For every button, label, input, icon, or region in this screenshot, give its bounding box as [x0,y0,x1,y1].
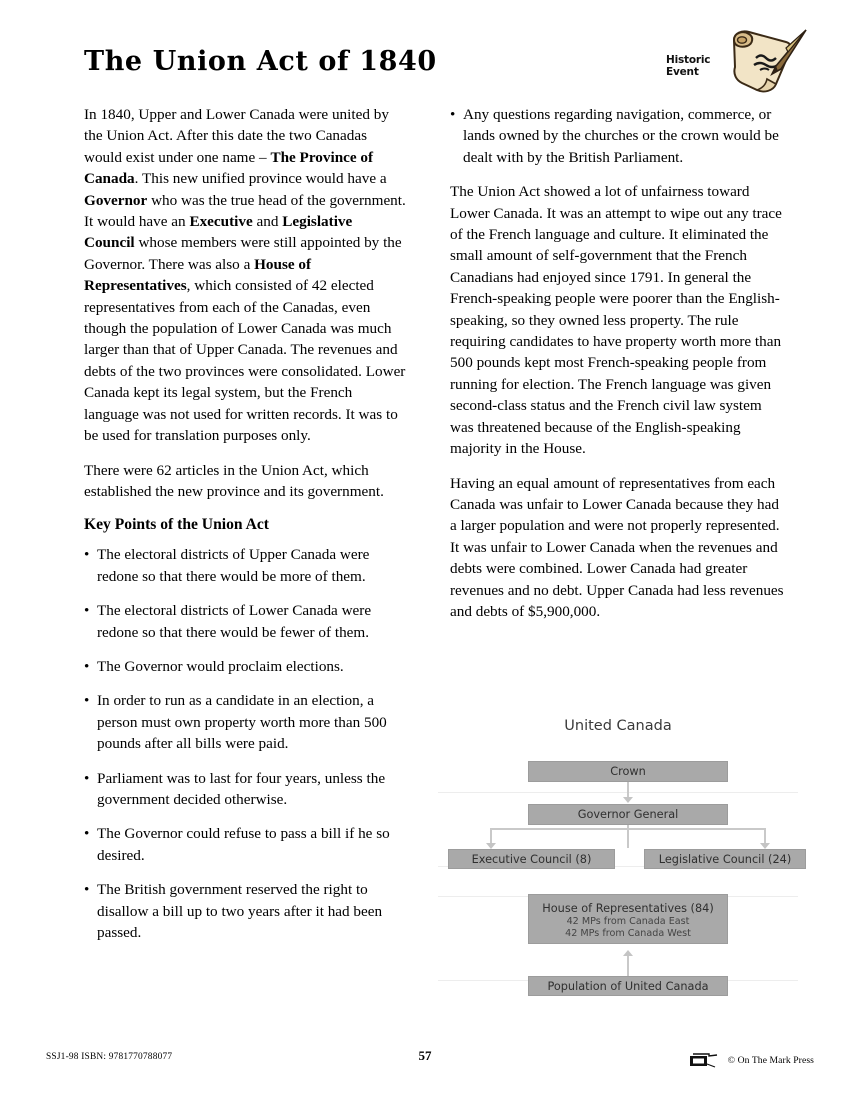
text-run: and [252,213,283,231]
emphasis-governor: Governor [84,191,148,209]
subheading-key-points: Key Points of the Union Act [84,516,269,534]
list-item: • The Governor would proclaim elections. [84,656,406,677]
scroll-quill-icon [716,22,810,100]
united-canada-org-chart [444,718,792,1003]
list-item: • The electoral districts of Upper Canada were redone so that there would be more of them. [84,546,370,585]
node-label: Governor General [577,808,679,821]
diagram-node-house-of-representatives [528,894,728,944]
paragraph-representation: Having an equal amount of representatives from each Canada was unfair to Lower Canada because they had a larger population and were not properly represented. It was unfair to Lower Canada when the revenues and debts were combined. Lower Canada had greater revenues and no debt. Upper Canada had less revenues and debts of $5,900,000. [450,474,784,620]
page-number: 57 [418,1048,432,1063]
node-label: Legislative Council (24) [658,852,792,866]
diagram-title: United Canada [564,718,672,734]
badge-label-line1: Historic [666,54,711,66]
bullet-icon: • [84,881,90,899]
node-label: Population of United Canada [547,979,709,993]
node-label: Crown [610,765,646,778]
emphasis-executive: Executive [189,213,253,231]
text-run: whose members were still appointed by the Governor. There was also a [84,234,402,273]
list-item: • Any questions regarding navigation, commerce, or lands owned by the churches or the crown would be dealt with by the British Parliament. [450,106,779,166]
connector-left-branch [490,828,492,844]
text-run: who was the true head of the government. It would have an [84,191,406,231]
key-points-list-continued [450,104,786,168]
emphasis-province-of-canada: The Province of Canada [84,148,374,188]
list-item: • Parliament was to last for four years, unless the government decided otherwise. [84,769,386,808]
left-column [84,104,406,956]
footer-publisher [687,1050,814,1070]
diagram-node-governor-general [528,804,728,825]
bullet-icon: • [84,769,90,787]
diagram-node-population [528,976,728,996]
diagram-rule [438,792,798,793]
connector-crown-governor [627,782,629,798]
footer-isbn: SSJ1-98 ISBN: 9781770788077 [46,1052,173,1062]
list-item: • The electoral districts of Lower Canada were redone so that there would be fewer of them. [84,602,372,641]
list-item: • In order to run as a candidate in an election, a person must own property worth more than 500 pounds after all bills were paid. [84,692,387,753]
text-run: . This new unified province would have a [134,170,387,188]
list-item: • The British government reserved the right to disallow a bill up to two years after it had been passed. [84,881,383,941]
badge-label-line2: Event [666,66,699,78]
diagram-node-crown [528,761,728,782]
diagram-node-executive-council [448,849,615,869]
right-column [450,104,786,635]
bullet-icon: • [84,657,90,675]
emphasis-house-of-representatives: House of Representatives [84,255,312,295]
text-run: In 1840, Upper and Lower Canada were united by the Union Act. After this date the two Canadas would exist under one name – [84,106,389,166]
bullet-icon: • [84,546,90,564]
node-label: Executive Council (8) [471,852,592,866]
connector-population-house [627,956,629,978]
paragraph-union-act-overview [84,104,406,447]
arrow-head-icon [623,950,633,956]
copyright-text: © On The Mark Press [727,1054,814,1066]
list-item: • The Governor could refuse to pass a bill if he so desired. [84,825,390,864]
bullet-icon: • [84,602,90,620]
arrow-head-icon [623,797,633,803]
page-title: The Union Act of 1840 [84,46,437,77]
bullet-icon: • [84,692,90,710]
text-run: , which consisted of 42 elected representatives from each of the Canadas, even though the population of Lower Canada was much larger than that of Upper Canada. The revenues and debts of the two provinces were consolidated. Lower Canada kept its legal system, but the French language was not used for written records. It was to be used for translation purposes only. [84,277,406,445]
historic-event-badge [660,22,810,102]
bullet-icon: • [450,106,456,123]
connector-right-branch [764,828,766,844]
diagram-node-legislative-council [644,849,806,869]
paragraph-62-articles: There were 62 articles in the Union Act, which established the new province and its government. [84,461,384,500]
page-footer [0,1046,850,1086]
connector-councils-bus [490,828,766,830]
paragraph-unfairness: The Union Act showed a lot of unfairness toward Lower Canada. It was an attempt to wipe out any trace of the French language and culture. It eliminated the small amount of self-government that the French Canadians had enjoyed since 1791. In general the French-speaking people were poorer than the English-speaking, so they owned less property. The rule requiring candidates to have property worth more than 500 pounds kept most French-speaking people from running for election. The French language was given second-class status and the French civil law system was threatened because of the English-speaking majority in the House. [450,183,782,458]
node-sublabel-canada-east: 42 MPs from Canada East [566,915,690,927]
bullet-icon: • [84,825,90,843]
printing-press-icon [687,1050,721,1070]
key-points-list [84,544,406,943]
node-sublabel-canada-west: 42 MPs from Canada West [565,927,691,939]
node-label: House of Representatives (84) [542,901,714,915]
emphasis-legislative-council: Legislative Council [84,213,353,252]
